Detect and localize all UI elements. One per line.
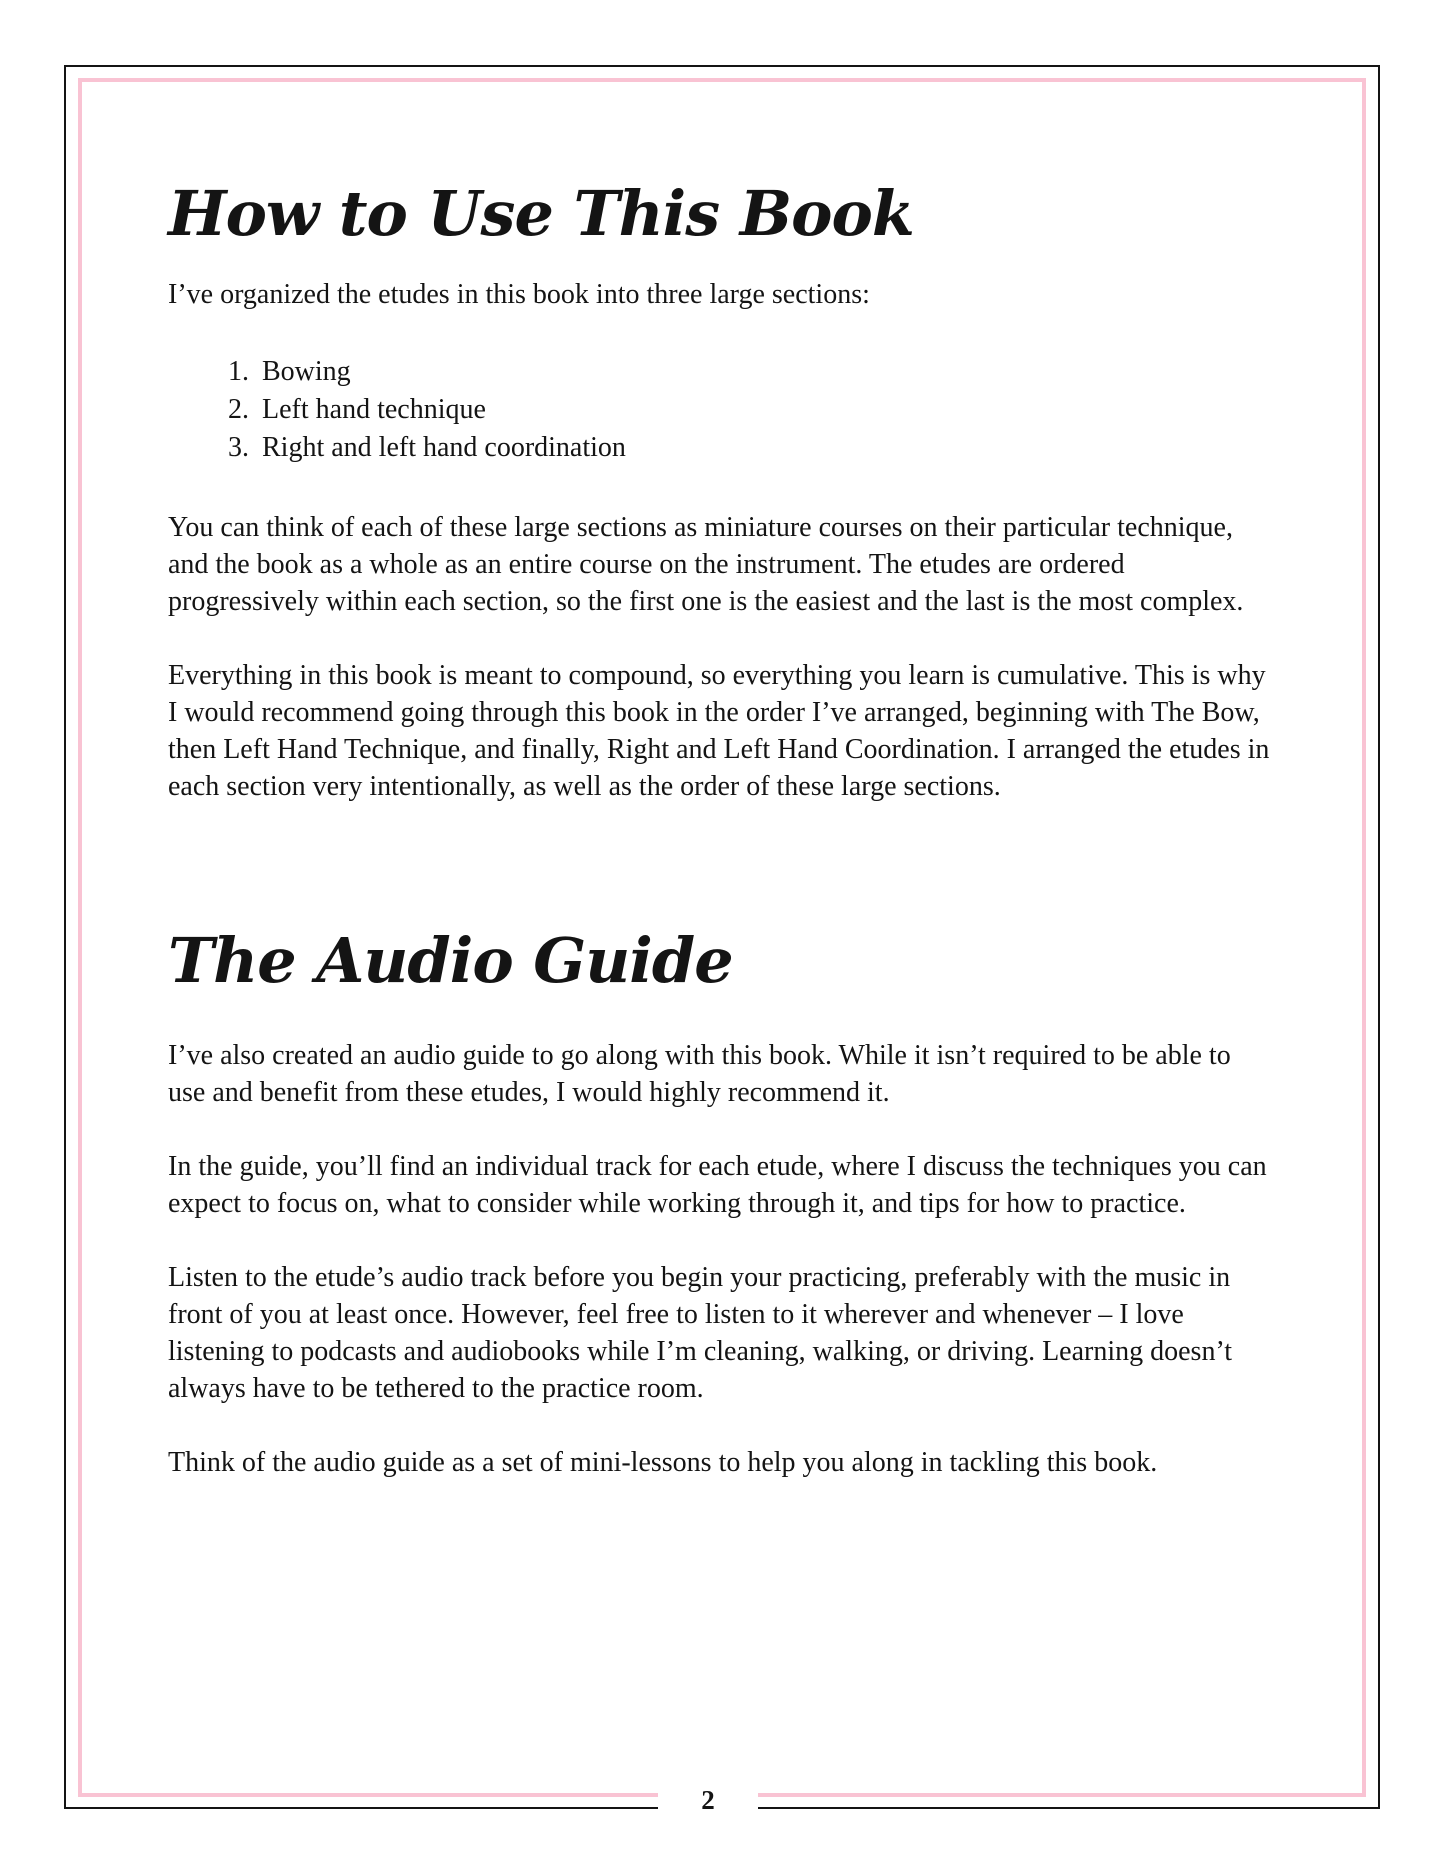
list-item: 1. Bowing	[256, 353, 1270, 391]
body-paragraph: I’ve organized the etudes in this book into three large sections:	[168, 279, 870, 310]
body-paragraph: Listen to the etude’s audio track before you begin your practicing, preferably with the music in front of you at least once. However, feel free to listen to it wherever and whenever – I love listening to podcasts and audiobooks while I’m cleaning, walking, or driving. Learning doesn’t always have to be tethered to the practice room.	[168, 1262, 1233, 1404]
page-border-inner-bottom-left	[78, 1793, 658, 1797]
section-title-how-to-use-this-book: How to Use This Book	[168, 177, 914, 250]
body-paragraph: You can think of each of these large sections as miniature courses on their particular technique, and the book as a whole as an entire course on the instrument. The etudes are ordered progressively within each section, so the first one is the easiest and the last is the most complex.	[168, 512, 1244, 617]
numbered-list	[168, 353, 1270, 467]
list-item: 2. Left hand technique	[256, 391, 1270, 429]
page-border-outer-bottom-right	[758, 1807, 1380, 1809]
body-paragraph: In the guide, you’ll find an individual track for each etude, where I discuss the techniques you can expect to focus on, what to consider while working through it, and tips for how to practice.	[168, 1151, 1267, 1219]
page-number: 2	[701, 1785, 715, 1815]
body-paragraph: Everything in this book is meant to compound, so everything you learn is cumulative. This is why I would recommend going through this book in the order I’ve arranged, beginning with The Bow, then Left Hand Technique, and finally, Right and Left Hand Coordination. I arranged the etudes in each section very intentionally, as well as the order of these large sections.	[168, 660, 1270, 802]
body-paragraph: Think of the audio guide as a set of mini-lessons to help you along in tackling this book.	[168, 1447, 1158, 1478]
page-border-outer-bottom-left	[64, 1807, 658, 1809]
body-paragraph: I’ve also created an audio guide to go along with this book. While it isn’t required to be able to use and benefit from these etudes, I would highly recommend it.	[168, 1040, 1231, 1108]
list-item: 3. Right and left hand coordination	[256, 429, 1270, 467]
section-title-the-audio-guide: The Audio Guide	[168, 924, 733, 997]
page-border-inner-bottom-right	[758, 1793, 1366, 1797]
page-content	[168, 0, 1270, 1481]
